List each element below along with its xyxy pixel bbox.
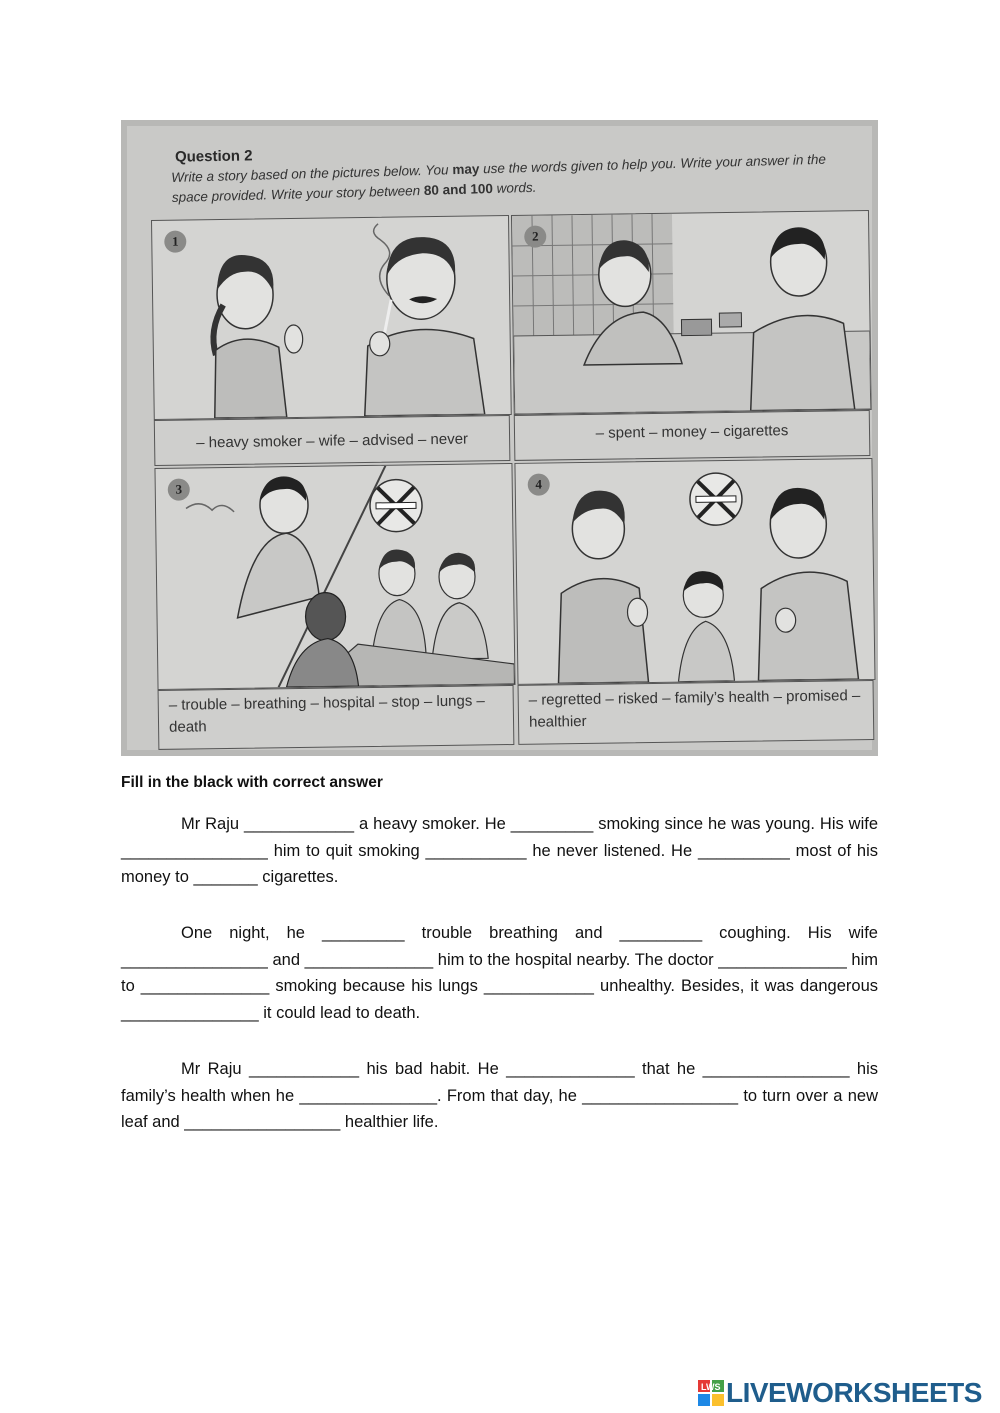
panel-3-illustration [155, 464, 514, 689]
panel-2 [511, 210, 872, 415]
liveworksheets-brand[interactable] [698, 1377, 982, 1409]
panel-2-caption: – spent – money – cigarettes [514, 410, 871, 461]
textbook-photo [121, 120, 878, 756]
panel-3 [154, 463, 515, 690]
panel-2-number: 2 [524, 225, 546, 247]
panel-4-number: 4 [528, 473, 550, 495]
svg-text:LWS: LWS [701, 1382, 721, 1392]
textbook-page [127, 126, 872, 750]
panel-1-caption: – heavy smoker – wife – advised – never [154, 415, 511, 466]
question-title: Question 2 [174, 147, 253, 166]
exercise-paragraph-1[interactable]: Mr Raju ____________ a heavy smoker. He _________ smoking since he was young. His wife ________________ him to quit smoking ___________ he never listened. He __________ most of his money to _______ cigarettes. [121, 815, 878, 886]
exercise-title: Fill in the black with correct answer [121, 774, 383, 791]
panel-4 [514, 458, 875, 685]
exercise-paragraph-3[interactable]: Mr Raju ____________ his bad habit. He ______________ that he ________________ his family’s health when he _______________. From that day, he _________________ to turn over a new leaf and _________________ healthier life. [121, 1060, 878, 1131]
liveworksheets-logo-icon [698, 1380, 724, 1406]
panel-4-illustration [515, 459, 874, 684]
brand-name: LIVEWORKSHEETS [726, 1377, 982, 1408]
panel-3-number: 3 [168, 478, 190, 500]
panel-2-illustration [512, 211, 871, 414]
exercise-paragraph-2[interactable]: One night, he _________ trouble breathing and _________ coughing. His wife ________________ and ______________ him to the hospital nearby. The doctor ______________ him to ______________ smoking because his lungs ____________ unhealthy. Besides, it was dangerous _______________ it could lead to death. [121, 924, 878, 1022]
panel-1 [151, 215, 512, 420]
panel-1-number: 1 [164, 231, 186, 253]
panel-1-illustration [152, 216, 511, 419]
panel-3-caption: – trouble – breathing – hospital – stop – lungs – death [158, 685, 515, 750]
panel-4-caption: – regretted – risked – family’s health – promised – healthier [518, 680, 875, 745]
picture-panels [151, 210, 874, 752]
question-instruction: Write a story based on the pictures below. You may use the words given to help you. Write your answer in the space provided. Write your story between 80 and 100 words. [171, 151, 827, 205]
